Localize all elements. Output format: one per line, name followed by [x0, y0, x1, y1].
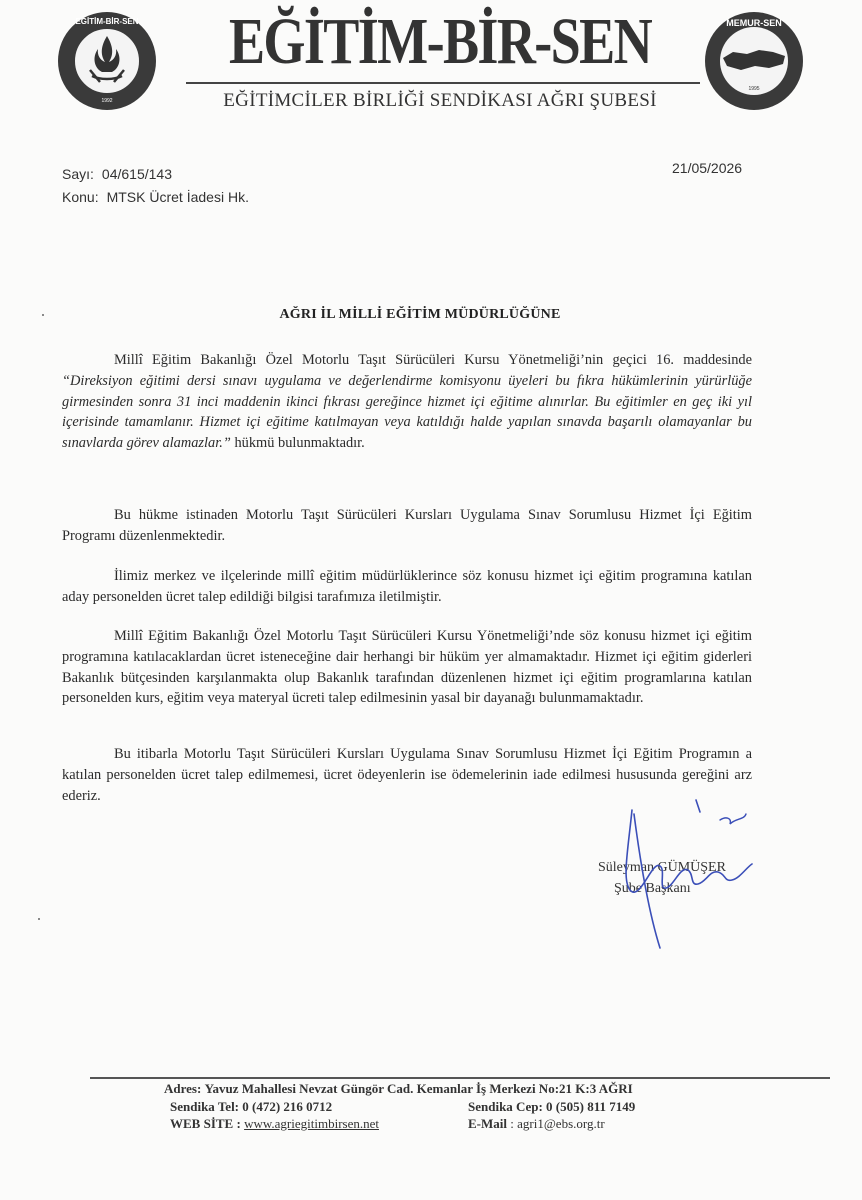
- paragraph-3-text: İlimiz merkez ve ilçelerinde millî eğitim müdürlüklerince söz konusu hizmet içi eğitim programına katılan aday personelden ücret talep edildiği bilgisi tarafımıza iletilmiştir.: [62, 568, 752, 605]
- letter-date: 21/05/2026: [672, 160, 743, 176]
- subject-line: [62, 189, 249, 205]
- svg-text:1992: 1992: [101, 98, 113, 104]
- addressee: AĞRI İL MİLLİ EĞİTİM MÜDÜRLÜĞÜNE: [279, 307, 561, 322]
- konu-label: Konu:: [62, 189, 99, 205]
- footer-address: [164, 1081, 633, 1097]
- email-value[interactable]: agri1@ebs.org.tr: [517, 1116, 605, 1131]
- email-label: E-Mail: [468, 1116, 507, 1131]
- footer-phone: [170, 1099, 332, 1115]
- paragraph-4-text: Millî Eğitim Bakanlığı Özel Motorlu Taşıt Sürücüleri Kursu Yönetmeliği’nde söz konusu hizmet içi eğitim programına katılacaklardan ücret isteneceğine dair herhangi bir hüküm yer almamaktadır. Hizmet içi eğitim giderleri Bakanlık bütçesinden karşılanmakta olup Bakanlık tarafından düzenlenen hizmet içi eğitim programlarına katılan personelden kurs, eğitim veya materyal ücreti talep edilmesinin yasal bir dayanağı bulunmamaktadır.: [62, 628, 752, 707]
- website-label: WEB SİTE: [170, 1116, 234, 1131]
- scan-speck: [42, 314, 44, 316]
- paragraph-1-end: hükmü bulunmaktadır.: [230, 435, 365, 452]
- right-logo-ring-top: MEMUR-SEN: [726, 18, 782, 28]
- paragraph-2-text: Bu hükme istinaden Motorlu Taşıt Sürücüleri Kursları Uygulama Sınav Sorumlusu Hizmet İçi Eğitim Programı düzenlenmektedir.: [62, 507, 752, 544]
- signatory-name: Süleyman GÜMÜŞER: [598, 860, 726, 875]
- scan-speck: [38, 918, 40, 920]
- phone-label: Sendika Tel:: [170, 1099, 240, 1114]
- website-link[interactable]: www.agriegitimbirsen.net: [244, 1116, 379, 1131]
- header-rule: [186, 82, 700, 84]
- egitim-bir-sen-logo-icon: [56, 10, 158, 112]
- footer-mobile: [468, 1099, 635, 1115]
- regulation-quote: “Direksiyon eğitimi dersi sınavı uygulama ve değerlendirme komisyonu üyeleri bu fıkra hükümlerinin yürürlüğe girmesinden sonra 31 inci maddenin ikinci fıkrası gereğince hizmet içi eğitime alınırlar. Bu eğitimler en geç iki yıl içerisinde tamamlanır. Hizmet içi eğitime katılmayan veya katıldığı halde yapılan sınavda başarılı olamayanlar bu sınavlarda görev alamazlar.”: [62, 372, 752, 452]
- address-label: Adres:: [164, 1081, 202, 1096]
- paragraph-2: [62, 505, 752, 547]
- sayi-value: 04/615/143: [101, 166, 172, 182]
- paragraph-1: [62, 350, 752, 454]
- phone-value: 0 (472) 216 0712: [242, 1099, 333, 1114]
- footer-email: E-Mail : agri1@ebs.org.tr: [468, 1116, 605, 1131]
- handwritten-signature: [600, 790, 780, 960]
- memur-sen-logo-icon: [703, 10, 805, 112]
- right-logo-year: 1995: [748, 86, 760, 92]
- left-logo-ring-top: EĞİTİM-BİR-SEN: [75, 17, 139, 26]
- signatory-title: Şube Başkanı: [614, 881, 691, 896]
- footer-website: WEB SİTE : www.agriegitimbirsen.net: [170, 1116, 379, 1131]
- mobile-label: Sendika Cep:: [468, 1099, 543, 1114]
- footer-rule: [90, 1077, 830, 1079]
- reference-number: [62, 166, 172, 182]
- address-value: Yavuz Mahallesi Nevzat Güngör Cad. Kemanlar İş Merkezi No:21 K:3 AĞRI: [204, 1081, 633, 1096]
- paragraph-1-intro: Millî Eğitim Bakanlığı Özel Motorlu Taşıt Sürücüleri Kursu Yönetmeliği’nin geçici 16. maddesinde: [114, 352, 752, 368]
- paragraph-3: [62, 566, 752, 608]
- mobile-value: 0 (505) 811 7149: [546, 1099, 636, 1114]
- konu-value: MTSK Ücret İadesi Hk.: [106, 189, 249, 205]
- paragraph-4: [62, 626, 752, 709]
- org-name: EĞİTİM-BİR-SEN: [228, 5, 652, 78]
- paragraph-5-text: Bu itibarla Motorlu Taşıt Sürücüleri Kursları Uygulama Sınav Sorumlusu Hizmet İçi Eğitim Programın a katılan personelden ücret talep edilmemesi, ücret ödeyenlerin ise ödemelerinin iade edilmesi hususunda gereğini arz ederiz.: [62, 746, 752, 804]
- org-subtitle: EĞİTİMCİLER BİRLİĞİ SENDİKASI AĞRI ŞUBESİ: [223, 90, 657, 111]
- sayi-label: Sayı:: [62, 166, 94, 182]
